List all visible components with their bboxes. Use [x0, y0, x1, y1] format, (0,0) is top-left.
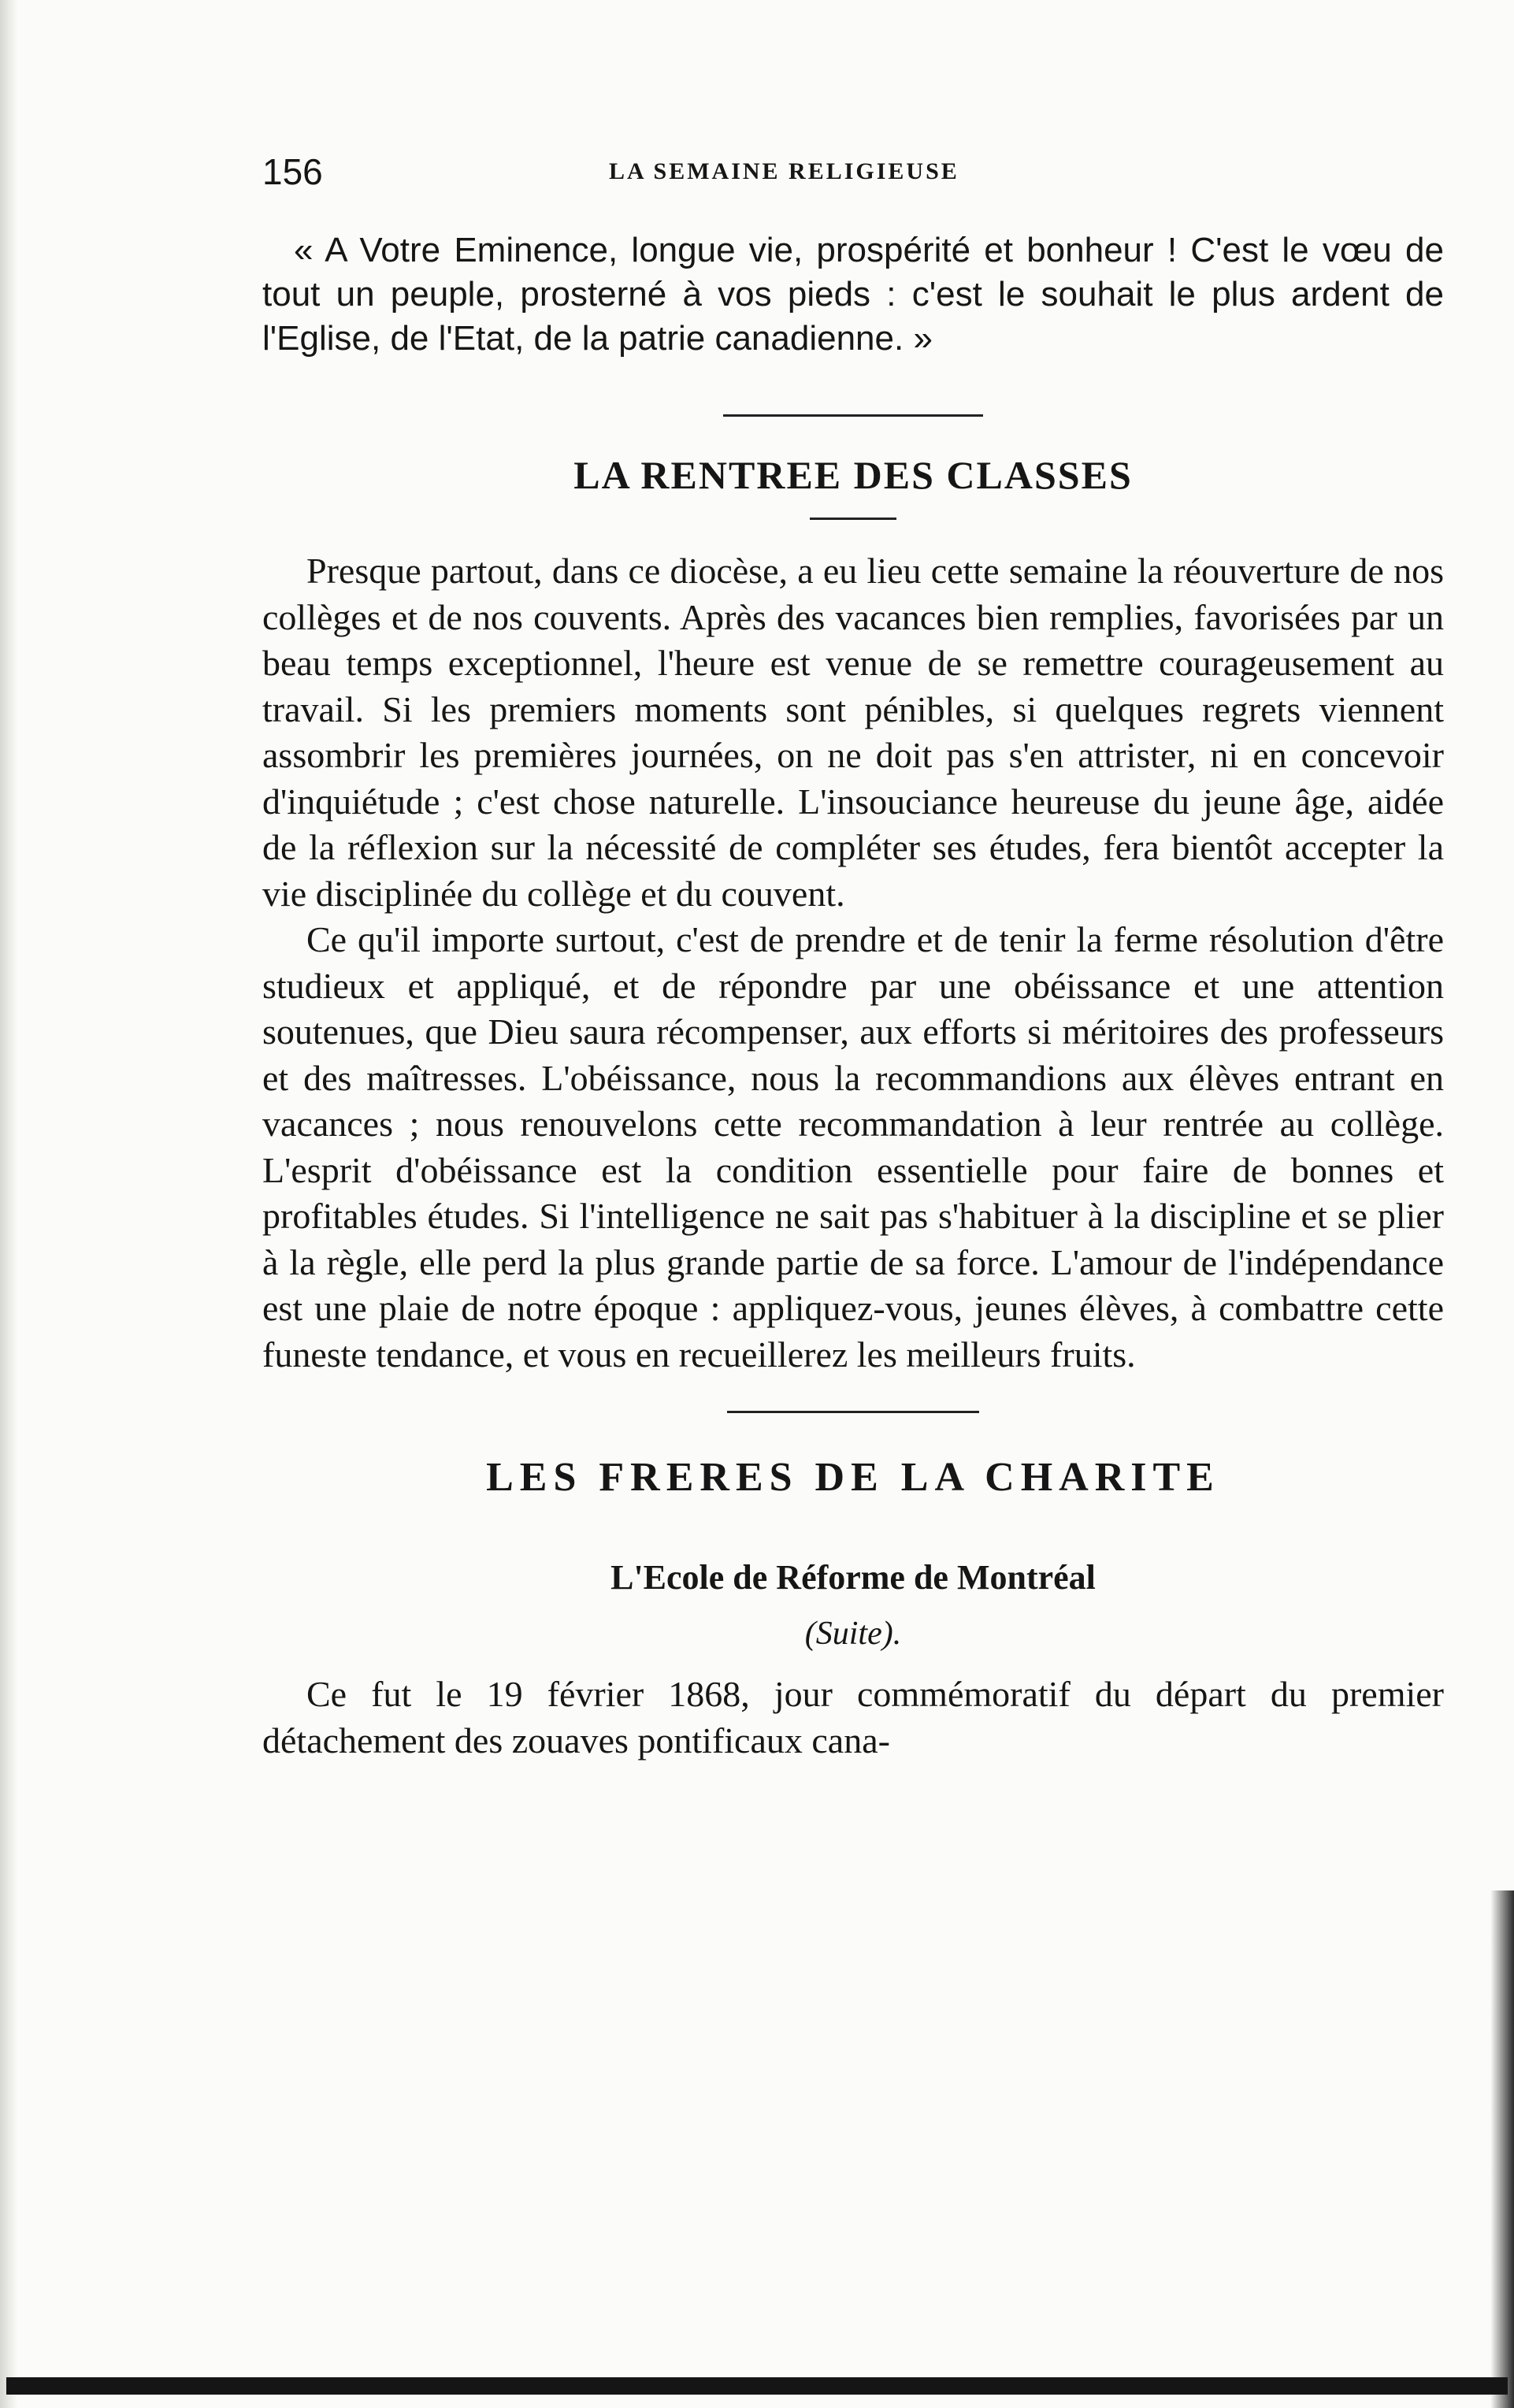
section-title-rentree: LA RENTREE DES CLASSES [573, 453, 1133, 497]
page-header [262, 150, 1082, 197]
running-head: LA SEMAINE RELIGIEUSE [609, 158, 959, 184]
bottom-page-rule [6, 2377, 1508, 2395]
paragraph: Ce qu'il importe surtout, c'est de prendre et de tenir la ferme résolution d'être studieux et appliqué, et de répondre par une obéissance et une attention soutenues, que Dieu saura récompenser, aux efforts si méritoires des professeurs et des maîtresses. L'obéissance, nous la recommandions aux élèves entrant en vacances ; nous renouvelons cette recommandation à leur rentrée au collège. L'esprit d'obéissance est la condition essentielle pour faire de bonnes et profitables études. Si l'intelligence ne sait pas s'habituer à la discipline et se plier à la règle, elle perd la plus grande partie de sa force. L'amour de l'indépendance est une plaie de notre époque : appliquez-vous, jeunes élèves, à combattre cette funeste tendance, et vous en recueillerez les meilleurs fruits. [262, 919, 1444, 1375]
page-edge-right [1490, 1890, 1514, 2408]
section-title-freres: LES FRERES DE LA CHARITE [486, 1455, 1220, 1500]
continuation-note: (Suite). [804, 1616, 902, 1652]
text-column [262, 228, 1444, 1764]
rentree-body [262, 548, 1444, 1378]
article-subtitle: L'Ecole de Réforme de Montréal [610, 1558, 1096, 1597]
section-divider-middle [727, 1411, 979, 1413]
paragraph: Ce fut le 19 février 1868, jour commémoratif du départ du premier détachement des zouaves pontificaux cana- [262, 1674, 1444, 1761]
page-edge-left [0, 0, 17, 2408]
paragraph: Presque partout, dans ce diocèse, a eu lieu cette semaine la réouverture de nos collèges et de nos couvents. Après des vacances bien remplies, favorisées par un beau temps exceptionnel, l'heure est venue de se remettre courageusement au travail. Si les premiers moments sont pénibles, si quelques regrets viennent assombrir les premières journées, on ne doit pas s'en attrister, ni en concevoir d'inquiétude ; c'est chose naturelle. L'insouciance heureuse du jeune âge, aidée de la réflexion sur la nécessité de compléter ses études, fera bientôt accepter la vie disciplinée du collège et du couvent. [262, 551, 1444, 914]
title-underline [810, 518, 896, 520]
section-divider-top [723, 414, 983, 417]
page-number: 156 [262, 151, 323, 192]
closing-quote: « A Votre Eminence, longue vie, prospérité et bonheur ! C'est le vœu de tout un peuple, prosterné à vos pieds : c'est le souhait le plus ardent de l'Eglise, de l'Etat, de la patrie canadienne. » [262, 231, 1444, 358]
